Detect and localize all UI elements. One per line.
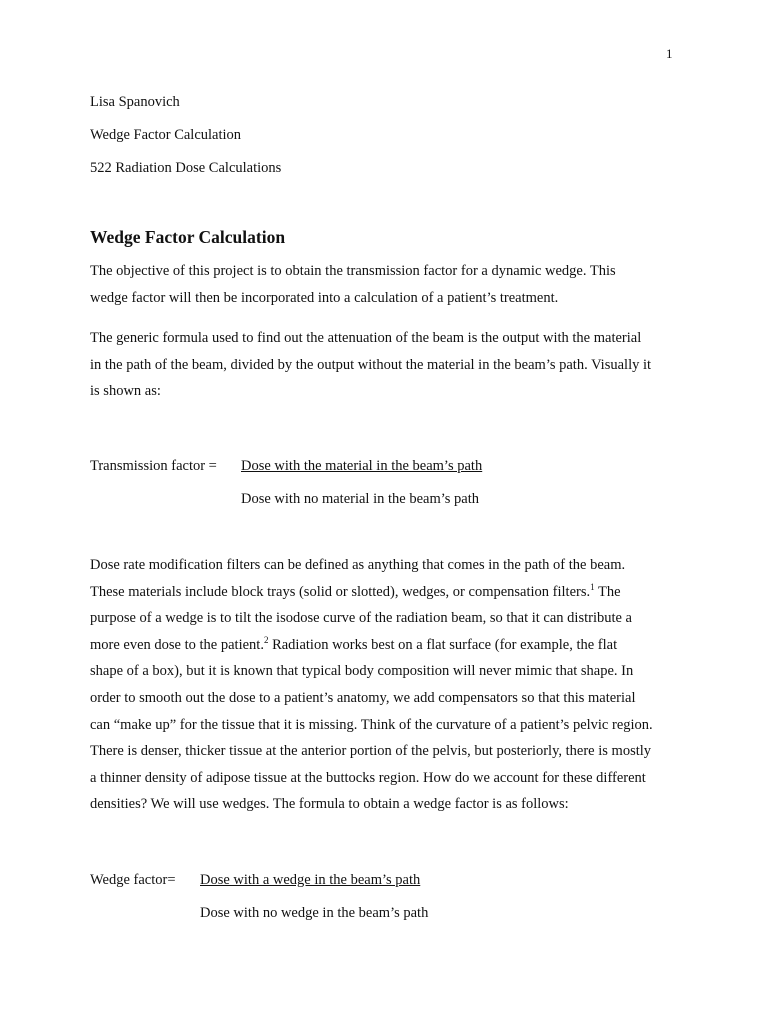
paragraph-line: Dose rate modification filters can be defined as anything that comes in the path of the beam. xyxy=(90,557,626,573)
course-line: 522 Radiation Dose Calculations xyxy=(90,160,282,176)
wedge-factor-denominator: Dose with no wedge in the beam’s path xyxy=(200,905,429,921)
paragraph-line: wedge factor will then be incorporated into a calculation of a patient’s treatment. xyxy=(90,289,559,306)
section-heading: Wedge Factor Calculation xyxy=(90,227,286,247)
transmission-factor-numerator: Dose with the material in the beam’s path xyxy=(241,458,483,474)
paragraph-line: The objective of this project is to obtain the transmission factor for a dynamic wedge. This xyxy=(90,263,616,279)
paragraph-line xyxy=(90,632,690,659)
text-run: Radiation works best on a flat surface (for example, the flat xyxy=(268,636,618,653)
paragraph-objective xyxy=(90,258,690,311)
paragraph-line: There is denser, thicker tissue at the anterior portion of the pelvis, but posteriorly, there is mostly xyxy=(90,743,652,760)
document-title-line: Wedge Factor Calculation xyxy=(90,127,242,143)
text-run: The xyxy=(594,583,621,600)
footnote-ref: 1 xyxy=(590,581,595,592)
paragraph-line: purpose of a wedge is to tilt the isodose curve of the radiation beam, so that it can distribute a xyxy=(90,610,632,627)
paragraph-line: is shown as: xyxy=(90,383,161,400)
wedge-factor-numerator: Dose with a wedge in the beam’s path xyxy=(200,872,421,888)
paragraph-line: The generic formula used to find out the attenuation of the beam is the output with the material xyxy=(90,330,642,346)
author-name: Lisa Spanovich xyxy=(90,94,180,110)
paragraph-line: a thinner density of adipose tissue at the buttocks region. How do we account for these different xyxy=(90,769,646,786)
paragraph-line: in the path of the beam, divided by the output without the material in the beam’s path. Visually it xyxy=(90,356,652,373)
paragraph-line xyxy=(90,579,690,606)
page-number: 1 xyxy=(666,46,673,61)
footnote-ref: 2 xyxy=(263,634,269,645)
paragraph-line: densities? We will use wedges. The formula to obtain a wedge factor is as follows: xyxy=(90,796,569,813)
transmission-factor-label: Transmission factor = xyxy=(90,458,217,474)
paragraph-generic-formula xyxy=(90,325,690,405)
paragraph-dose-rate xyxy=(90,552,690,818)
paragraph-line: shape of a box), but it is known that typical body composition will never mimic that shape. In xyxy=(90,663,634,680)
wedge-factor-label: Wedge factor= xyxy=(90,872,176,888)
paragraph-line: can “make up” for the tissue that it is missing. Think of the curvature of a patient’s pelvic region. xyxy=(90,716,653,733)
transmission-factor-denominator: Dose with no material in the beam’s path xyxy=(241,491,479,507)
text-run: more even dose to the patient. xyxy=(90,636,264,653)
text-run: These materials include block trays (solid or slotted), wedges, or compensation filters. xyxy=(90,583,591,600)
paragraph-line: order to smooth out the dose to a patient’s anatomy, we add compensators so that this material xyxy=(90,689,636,706)
